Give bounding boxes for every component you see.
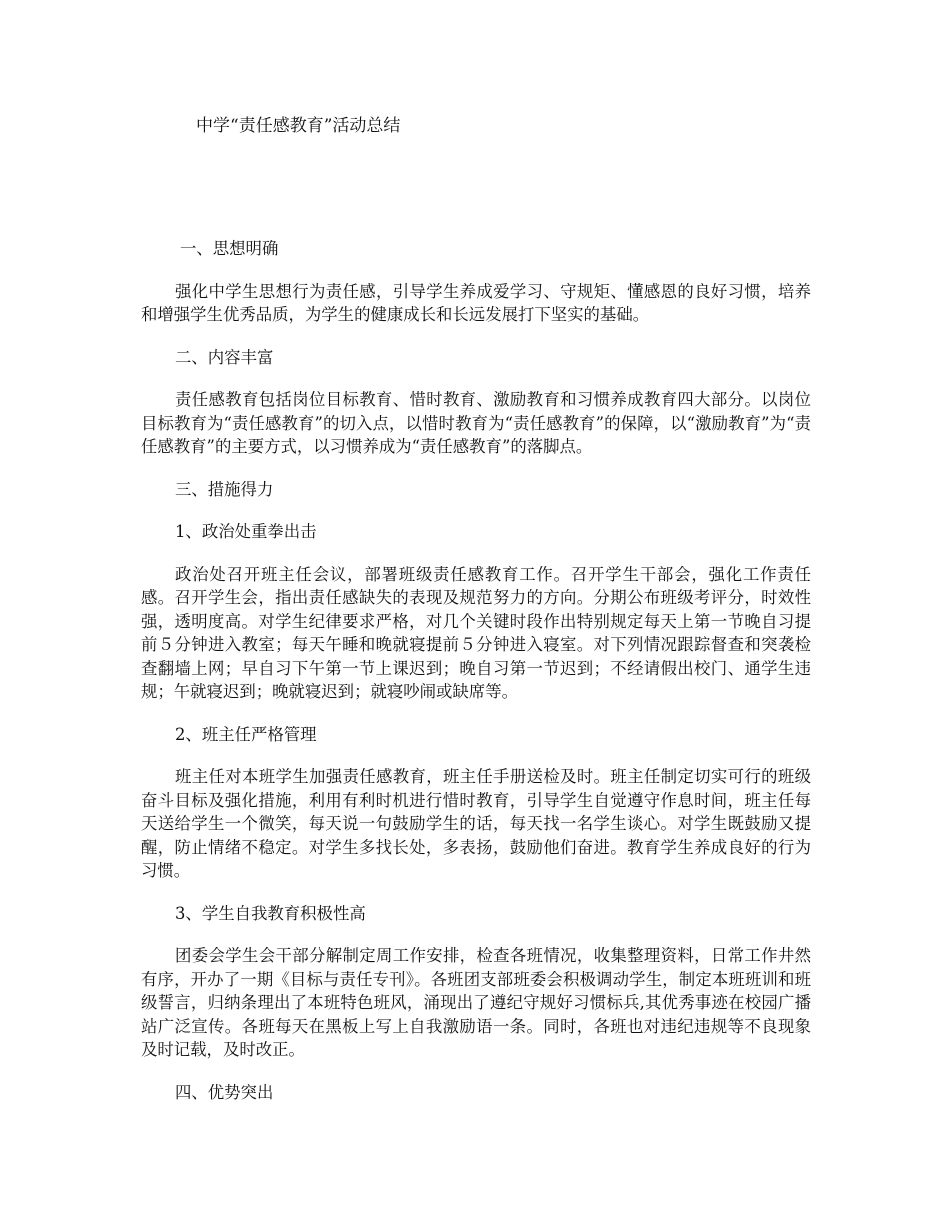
paragraph-2: 责任感教育包括岗位目标教育、惜时教育、激励教育和习惯养成教育四大部分。以岗位目标教育为“责任感教育”的切入点，以惜时教育为“责任感教育”的保障，以“激励教育”为“责任感教育”的主要方式，以习惯养成为“责任感教育”的落脚点。 [141, 390, 811, 456]
section-heading-2: 二、内容丰富 [175, 347, 274, 367]
subsection-heading-1: 1、政治处重拳出击 [175, 522, 317, 541]
document-title: 中学“责任感教育”活动总结 [196, 116, 401, 136]
section-heading-4: 四、优势突出 [175, 1082, 274, 1102]
paragraph-3: 政治处召开班主任会议，部署班级责任感教育工作。召开学生干部会，强化工作责任感。召开学生会，指出责任感缺失的表现及规范努力的方向。分期公布班级考评分，时效性强，透明度高。对学生纪律要求严格，对几个关键时段作出特别规定每天上第一节晚自习提前５分钟进入教室；每天午睡和晚就寝提前５分钟进入寝室。对下列情况跟踪督查和突袭检查翻墙上网；早自习下午第一节上课迟到；晚自习第一节迟到；不经请假出校门、通学生违规；午就寝迟到；晚就寝迟到；就寝吵闹或缺席等。 [141, 564, 811, 701]
section-heading-1: 一、思想明确 [180, 239, 279, 258]
paragraph-1: 强化中学生思想行为责任感，引导学生养成爱学习、守规矩、懂感恩的良好习惯，培养和增强学生优秀品质，为学生的健康成长和长远发展打下坚实的基础。 [141, 281, 811, 324]
paragraph-5: 团委会学生会干部分解制定周工作安排，检查各班情况，收集整理资料，日常工作井然有序，开办了一期《目标与责任专刊》。各班团支部班委会积极调动学生，制定本班班训和班级誓言，归纳条理出了本班特色班风，涌现出了遵纪守规好习惯标兵,其优秀事迹在校园广播站广泛宣传。各班每天在黑板上写上自我激励语一条。同时，各班也对违纪违规等不良现象及时记载，及时改正。 [141, 946, 811, 1059]
section-heading-3: 三、措施得力 [175, 479, 274, 499]
document-body [141, 237, 811, 1123]
paragraph-4: 班主任对本班学生加强责任感教育，班主任手册送检及时。班主任制定切实可行的班级奋斗目标及强化措施，利用有利时机进行惜时教育，引导学生自觉遵守作息时间，班主任每天送给学生一个微笑，每天说一句鼓励学生的话，每天找一名学生谈心。对学生既鼓励又提醒，防止情绪不稳定。对学生多找长处，多表扬，鼓励他们奋进。教育学生养成良好的行为习惯。 [141, 767, 811, 880]
subsection-heading-3: 3、学生自我教育积极性高 [175, 903, 366, 923]
subsection-heading-2: 2、班主任严格管理 [175, 724, 317, 744]
